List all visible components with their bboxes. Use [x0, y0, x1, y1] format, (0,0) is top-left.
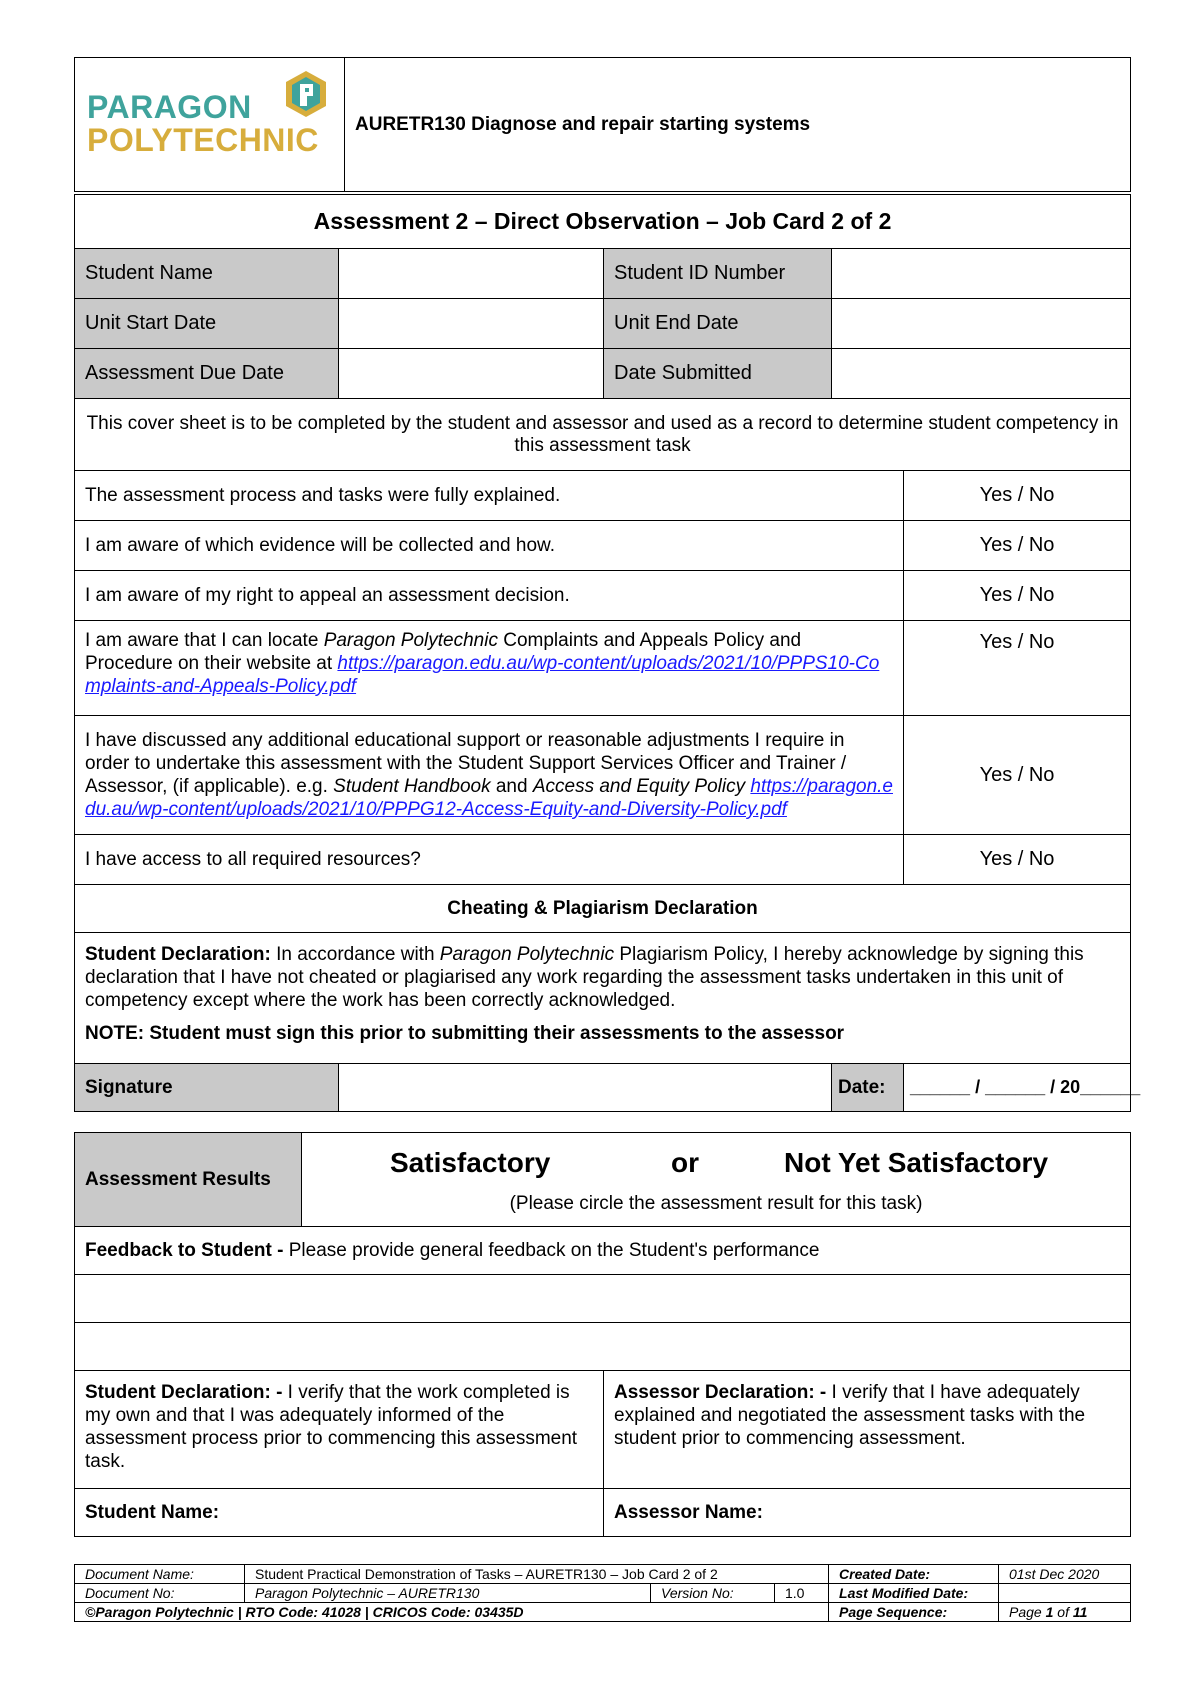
yes-no-6[interactable]: Yes / No — [904, 835, 1131, 885]
page-number: 1 — [1045, 1604, 1054, 1620]
checklist-item-5 — [75, 716, 904, 835]
page-sequence-value — [999, 1603, 1131, 1622]
student-name-signoff[interactable]: Student Name: — [75, 1489, 604, 1537]
yes-no-1[interactable]: Yes / No — [904, 471, 1131, 521]
date-submitted-label: Date Submitted — [604, 349, 832, 399]
student-decl-text: I verify that the work completed is my own and that I was adequately informed of the assessment process prior to commencing this assessment task. — [85, 1382, 578, 1472]
logo-text-line1: PARAGON — [87, 89, 252, 125]
version-value: 1.0 — [775, 1584, 829, 1603]
student-declaration — [75, 1371, 604, 1489]
checklist-item-5-pre: I have discussed any additional educational support or reasonable adjustments I require in order to undertake this assessment with the Student Support Services Officer and Trainer / Assessor, (if applicable). e.g. — [85, 730, 847, 797]
document-footer — [74, 1564, 1131, 1622]
circle-note: (Please circle the assessment result for this task) — [509, 1193, 923, 1214]
unit-end-date-field[interactable] — [832, 299, 1131, 349]
header-table — [74, 57, 1131, 192]
assessor-declaration — [604, 1371, 1131, 1489]
plagiarism-note: NOTE: Student must sign this prior to submitting their assessments to the assessor — [85, 1023, 845, 1044]
logo-hexagon-icon — [285, 70, 327, 118]
date-submitted-field[interactable] — [832, 349, 1131, 399]
checklist-item-4-italic: Paragon Polytechnic — [323, 630, 498, 651]
plagiarism-decl-label: Student Declaration: — [85, 944, 271, 965]
feedback-text: Please provide general feedback on the Student's performance — [283, 1239, 820, 1261]
checklist-item-4-mid: Complaints and Appeals Policy and Procedure on their website at — [85, 630, 802, 674]
date-field[interactable]: ______ / ______ / 20______ — [904, 1064, 1131, 1112]
signature-field[interactable] — [339, 1064, 832, 1112]
cover-sheet-table — [74, 194, 1141, 1112]
due-date-label: Assessment Due Date — [75, 349, 339, 399]
assessment-result-choice — [302, 1133, 1131, 1227]
yes-no-3[interactable]: Yes / No — [904, 571, 1131, 621]
checklist-item-1: The assessment process and tasks were fully explained. — [75, 471, 904, 521]
satisfactory-option[interactable]: Satisfactory — [390, 1147, 551, 1178]
assessor-decl-text: I verify that I have adequately explained and negotiated the assessment tasks with the student prior to commencing assessment. — [614, 1382, 1086, 1449]
page-total: 11 — [1072, 1604, 1088, 1620]
assessment-results-table — [74, 1132, 1131, 1537]
complaints-policy-link[interactable]: https://paragon.edu.au/wp-content/uploads/2021/10/PPPS10-Complaints-and-Appeals-Policy.pdf — [85, 653, 880, 697]
logo-cell — [75, 58, 345, 192]
unit-end-date-label: Unit End Date — [604, 299, 832, 349]
doc-no-value: Paragon Polytechnic – AURETR130 — [245, 1584, 651, 1603]
checklist-item-6: I have access to all required resources? — [75, 835, 904, 885]
page-sequence-label: Page Sequence: — [829, 1603, 999, 1622]
plagiarism-decl-italic: Paragon Polytechnic — [439, 944, 615, 965]
page-of: of — [1057, 1604, 1069, 1620]
student-name-field[interactable] — [339, 249, 604, 299]
doc-no-label: Document No: — [75, 1584, 245, 1603]
unit-start-date-label: Unit Start Date — [75, 299, 339, 349]
checklist-item-5-italic2: Access and Equity Policy — [532, 776, 746, 797]
checklist-item-5-italic1: Student Handbook — [333, 776, 491, 797]
cover-note: This cover sheet is to be completed by the student and assessor and used as a record to determine student competency in this assessment task — [75, 399, 1131, 471]
version-label: Version No: — [651, 1584, 775, 1603]
student-id-field[interactable] — [832, 249, 1131, 299]
plagiarism-declaration — [75, 933, 1131, 1064]
access-equity-policy-link[interactable]: https://paragon.edu.au/wp-content/uploads/2021/10/PPPG12-Access-Equity-and-Diversity-Policy.pdf — [85, 776, 893, 820]
logo-text-line2: POLYTECHNIC — [87, 122, 319, 158]
student-id-label: Student ID Number — [604, 249, 832, 299]
assessor-decl-label: Assessor Declaration: - — [614, 1382, 827, 1403]
checklist-item-5-and: and — [490, 776, 533, 797]
feedback-line-1[interactable] — [75, 1275, 1131, 1323]
yes-no-2[interactable]: Yes / No — [904, 521, 1131, 571]
last-modified-value — [999, 1584, 1131, 1603]
checklist-item-4-pre: I am aware that I can locate — [85, 630, 324, 651]
feedback-line-2[interactable] — [75, 1323, 1131, 1371]
or-text: or — [671, 1147, 699, 1178]
unit-start-date-field[interactable] — [339, 299, 604, 349]
paragon-logo — [81, 64, 341, 184]
plagiarism-decl-pre: In accordance with — [270, 944, 440, 965]
plagiarism-decl-post: Plagiarism Policy, I hereby acknowledge by signing this declaration that I have not cheated or plagiarised any work regarding the assessment tasks undertaken in this unit of competency except where the work has been correctly acknowledged. — [85, 944, 1084, 1011]
checklist-item-4 — [75, 621, 904, 716]
date-label: Date: — [832, 1064, 904, 1112]
feedback-label: Feedback to Student - — [85, 1239, 284, 1261]
not-yet-satisfactory-option[interactable]: Not Yet Satisfactory — [784, 1147, 1049, 1178]
last-modified-label: Last Modified Date: — [829, 1584, 999, 1603]
due-date-field[interactable] — [339, 349, 604, 399]
created-date-value — [999, 1565, 1131, 1584]
created-date-text: 01st Dec 2020 — [1009, 1566, 1100, 1582]
feedback-heading — [75, 1227, 1131, 1275]
yes-no-5[interactable]: Yes / No — [904, 716, 1131, 835]
unit-title: AURETR130 Diagnose and repair starting systems — [345, 58, 1131, 192]
assessor-name-signoff[interactable]: Assessor Name: — [604, 1489, 1131, 1537]
created-date-label: Created Date: — [829, 1565, 999, 1584]
doc-name-label: Document Name: — [75, 1565, 245, 1584]
plagiarism-heading: Cheating & Plagiarism Declaration — [75, 885, 1131, 933]
checklist-item-2: I am aware of which evidence will be collected and how. — [75, 521, 904, 571]
copyright-line: ©Paragon Polytechnic | RTO Code: 41028 | CRICOS Code: 03435D — [75, 1603, 829, 1622]
checklist-item-3: I am aware of my right to appeal an assessment decision. — [75, 571, 904, 621]
assessment-title: Assessment 2 – Direct Observation – Job Card 2 of 2 — [75, 195, 1131, 249]
student-name-label: Student Name — [75, 249, 339, 299]
plagiarism-statement — [85, 943, 1120, 1012]
signature-label: Signature — [75, 1064, 339, 1112]
student-decl-label: Student Declaration: - — [85, 1382, 283, 1403]
page-word: Page — [1009, 1604, 1042, 1620]
yes-no-4[interactable]: Yes / No — [904, 621, 1131, 716]
assessment-results-label: Assessment Results — [75, 1133, 302, 1227]
doc-name-value: Student Practical Demonstration of Tasks – AURETR130 – Job Card 2 of 2 — [245, 1565, 829, 1584]
